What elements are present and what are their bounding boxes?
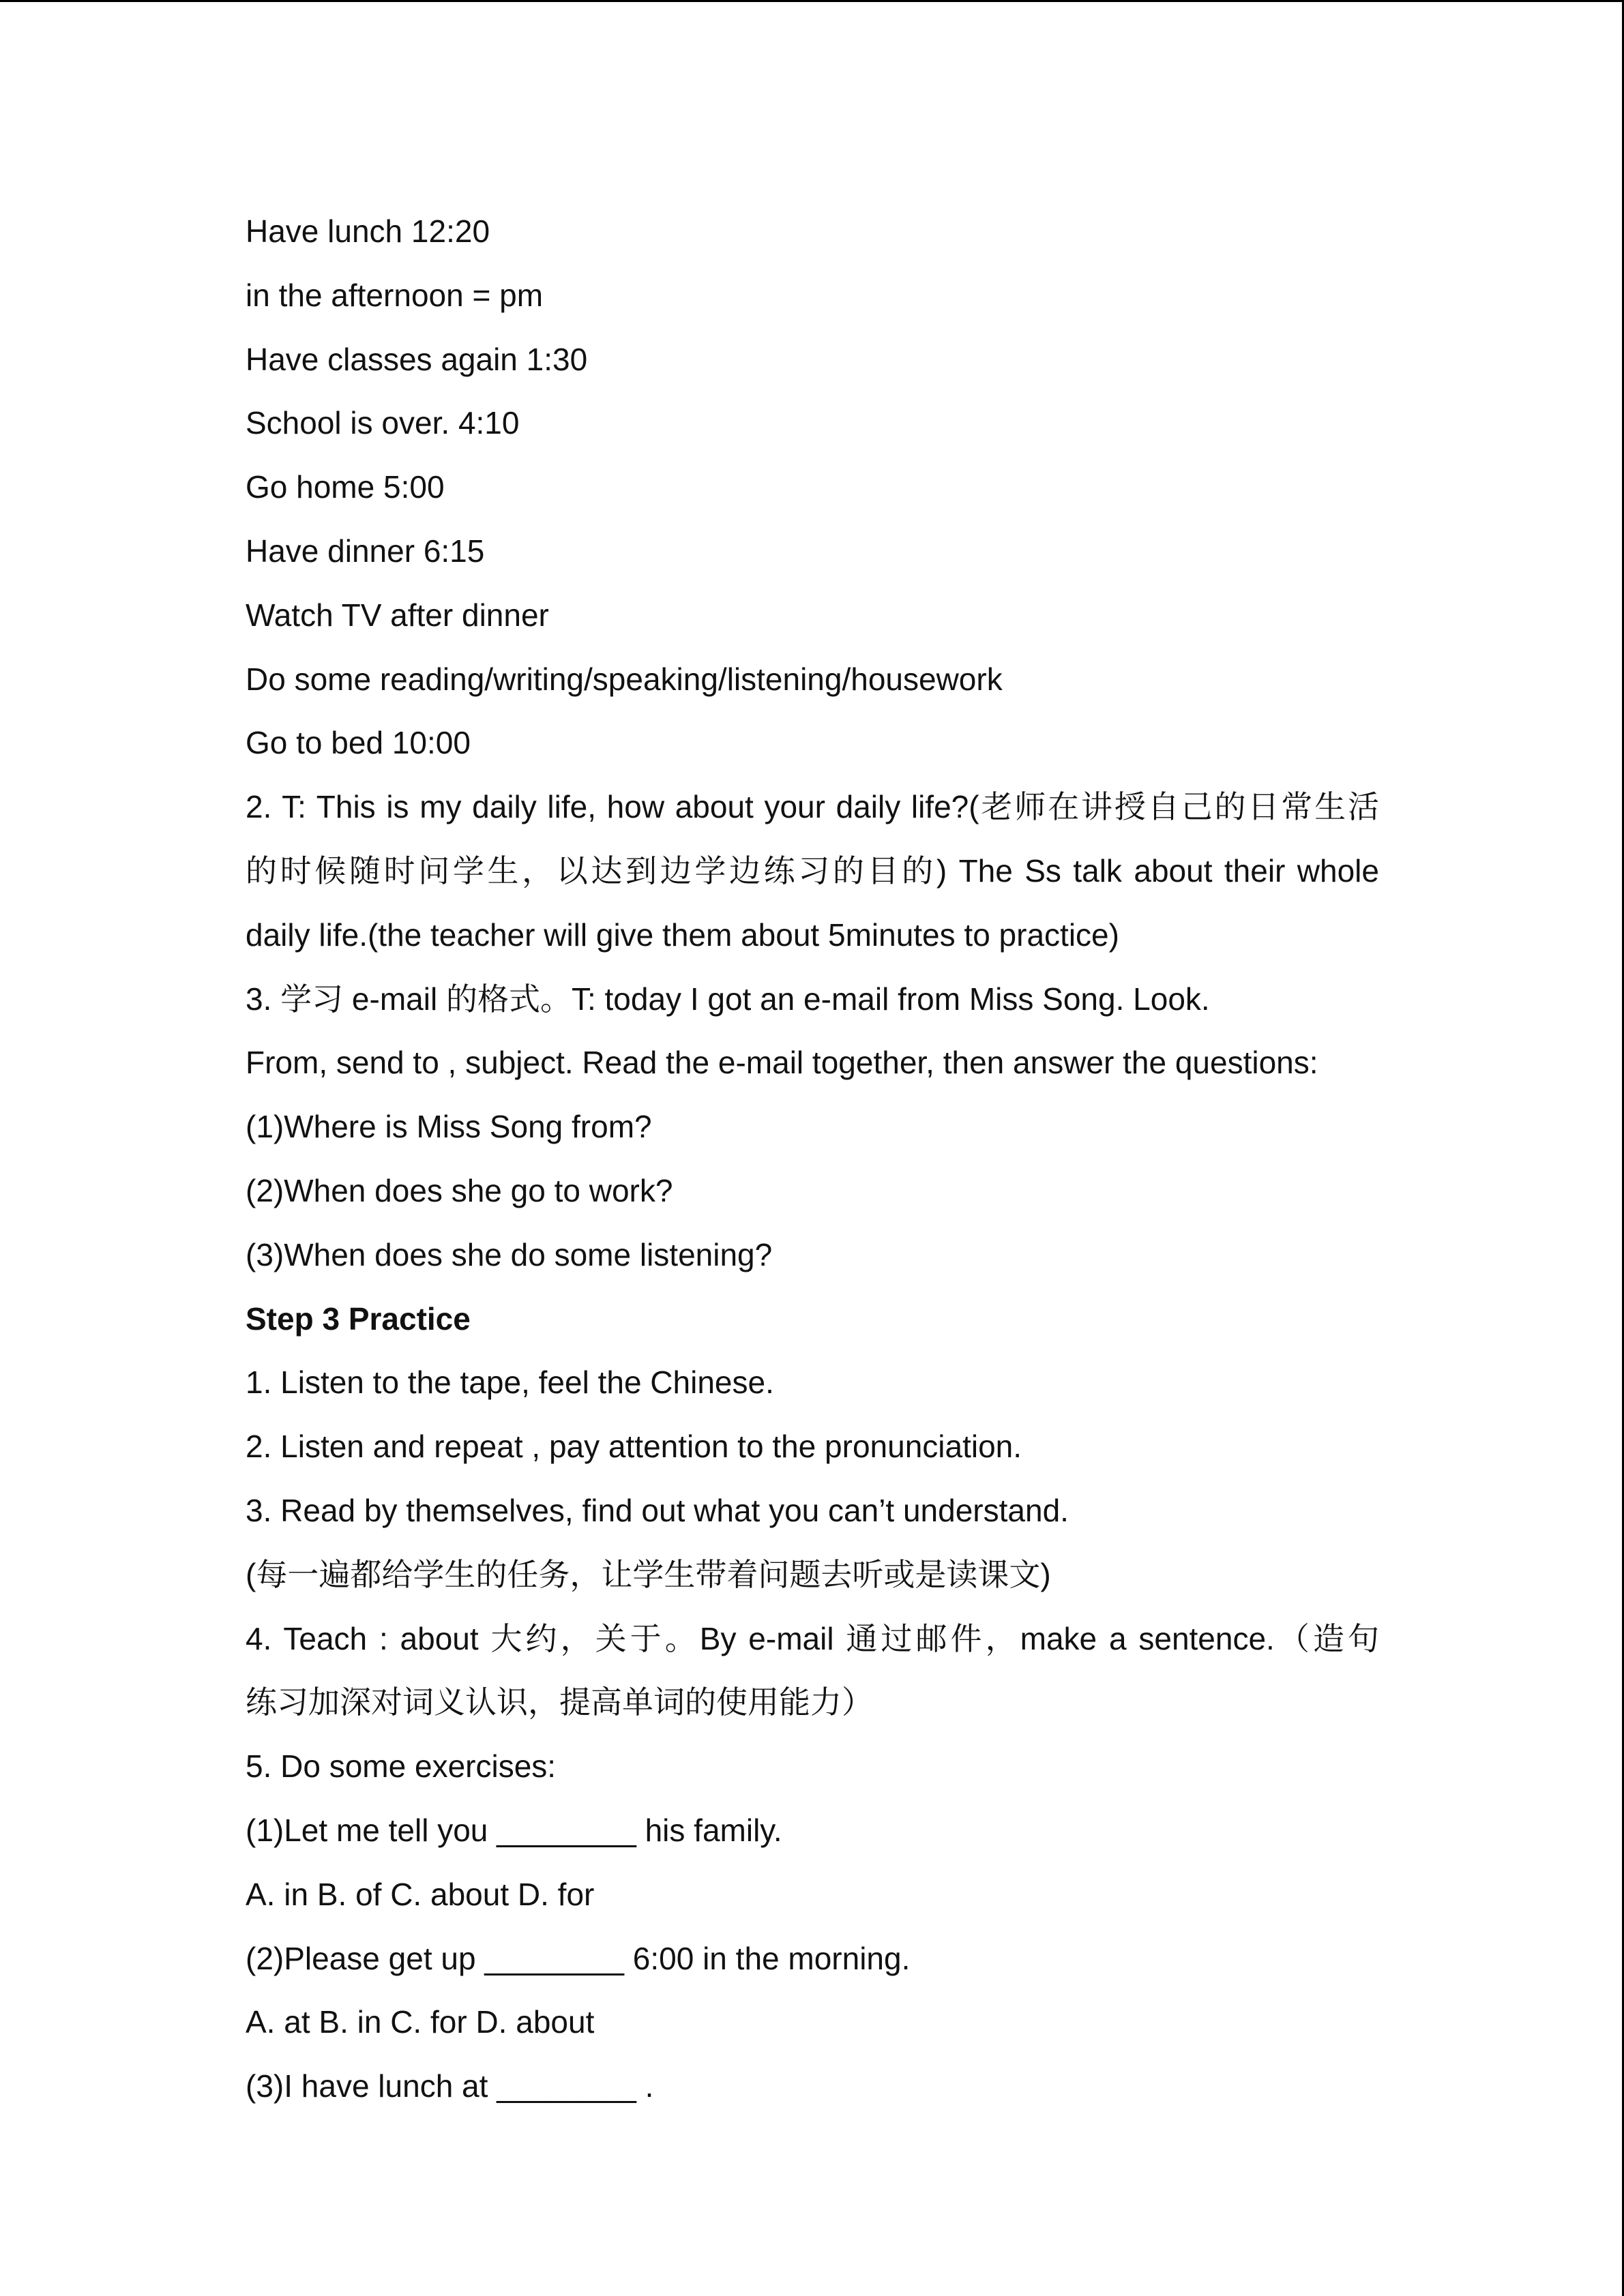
text-line: 4. Teach : about 大约，关于。By e-mail 通过邮件，make a sentence.（造句 [246,1620,1379,1656]
text-line: 练习加深对词义认识，提高单词的使用能力） [246,1684,873,1720]
text-line: Have dinner 6:15 [246,533,485,569]
text-line: Go to bed 10:00 [246,725,471,761]
text-line: School is over. 4:10 [246,405,520,441]
question-line: (2)When does she go to work? [246,1172,673,1208]
text-line: Watch TV after dinner [246,597,549,633]
text-line: Go home 5:00 [246,469,445,505]
question-line: (3)When does she do some listening? [246,1236,773,1272]
exercise-options: A. at B. in C. for D. about [246,2004,595,2040]
text-line: 3. Read by themselves, find out what you can’t understand. [246,1492,1069,1528]
question-line: (1)Where is Miss Song from? [246,1109,652,1145]
exercise-question: (2)Please get up ________ 6:00 in the morning. [246,1940,911,1976]
exercise-options: A. in B. of C. about D. for [246,1876,595,1912]
document-body [246,200,1379,2119]
text-line: (每一遍都给学生的任务，让学生带着问题去听或是读课文) [246,1556,1051,1592]
text-line: Have lunch 12:20 [246,213,490,249]
text-line: daily life.(the teacher will give them about 5minutes to practice) [246,916,1119,953]
text-line: 1. Listen to the tape, feel the Chinese. [246,1365,774,1401]
text-line: Do some reading/writing/speaking/listening/housework [246,661,1003,697]
text-line: in the afternoon = pm [246,277,544,313]
exercise-question: (1)Let me tell you ________ his family. [246,1812,782,1848]
text-line: 5. Do some exercises: [246,1748,557,1785]
text-line: 的时候随时问学生，以达到边学边练习的目的) The Ss talk about their whole [246,852,1379,889]
section-heading: Step 3 Practice [246,1300,471,1337]
exercise-question: (3)I have lunch at ________ . [246,2068,654,2104]
text-line: 2. T: This is my daily life, how about your daily life?(老师在讲授自己的日常生活 [246,789,1379,825]
text-line: 2. Listen and repeat , pay attention to the pronunciation. [246,1429,1022,1465]
text-line: 3. 学习 e-mail 的格式。T: today I got an e-mail from Miss Song. Look. [246,981,1210,1017]
text-line: Have classes again 1:30 [246,341,588,377]
text-line: From, send to , subject. Read the e-mail together, then answer the questions: [246,1045,1318,1081]
